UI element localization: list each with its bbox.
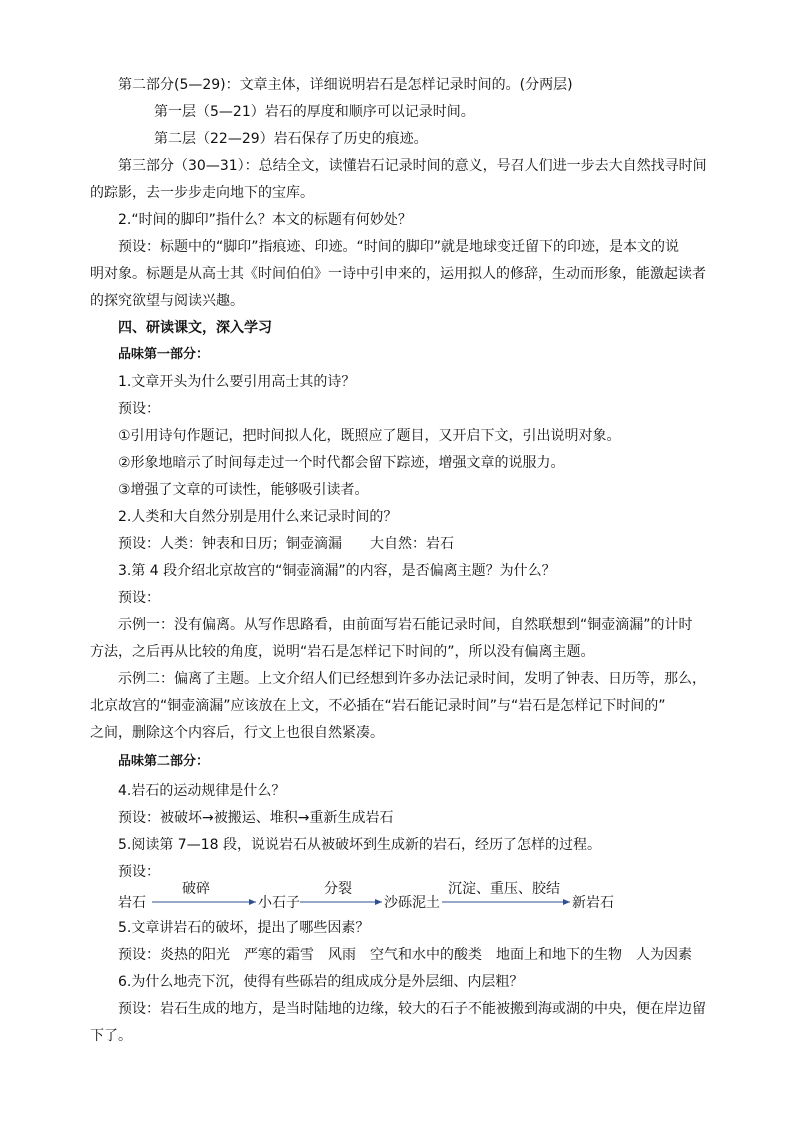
rock-process-flow: [118, 880, 638, 920]
part2-layer2: 第二层（22—29）岩石保存了历史的痕迹。: [154, 131, 428, 147]
q2-question: 2.人类和大自然分别是用什么来记录时间的？: [118, 509, 398, 525]
part3-continued: 的踪影，去一步步走向地下的宝库。: [90, 185, 314, 201]
part1-analysis-heading: 品味第一部分：: [118, 347, 210, 362]
q4-answer: 预设：被破坏→被搬运、堆积→重新生成岩石: [118, 810, 394, 826]
q1-question: 1.文章开头为什么要引用高士其的诗？: [118, 374, 356, 390]
answer-2-line1: 预设：标题中的“脚印”指痕迹、印迹。“时间的脚印”就是地球变迁留下的印迹，是本文的说: [118, 239, 680, 255]
q5-preset: 预设：: [118, 864, 160, 880]
q1-preset: 预设：: [118, 401, 160, 417]
part2-analysis-heading: 品味第二部分：: [118, 754, 210, 769]
part2-layer1: 第一层（5—21）岩石的厚度和顺序可以记录时间。: [154, 104, 475, 120]
flow-node-rock: 岩石: [118, 895, 146, 911]
part3-heading: 第三部分（30—31）：总结全文，读懂岩石记录时间的意义，号召人们进一步去大自然找寻时间: [118, 158, 707, 174]
answer-2-line3: 的探究欲望与阅读兴趣。: [90, 293, 244, 309]
q3-example2-line1: 示例二：偏离了主题。上文介绍人们已经想到许多办法记录时间，发明了钟表、日历等，那么，: [118, 671, 706, 687]
q2-answer: 预设：人类：钟表和日历；铜壶滴漏 大自然：岩石: [118, 536, 454, 552]
section-4-heading: 四、研读课文，深入学习: [118, 320, 272, 336]
q3-example2-line2: 北京故宫的“铜壶滴漏”应该放在上文，不必插在“岩石能记录时间”与“岩石是怎样记下时间的”: [90, 698, 666, 714]
flow-label-break: 破碎: [182, 881, 210, 897]
q1-point-2: ②形象地暗示了时间每走过一个时代都会留下踪迹，增强文章的说服力。: [118, 455, 565, 471]
flow-node-sediment: 沙砾泥土: [384, 895, 440, 911]
q1-point-3: ③增强了文章的可读性，能够吸引读者。: [118, 482, 369, 498]
q3-example1-line1: 示例一：没有偏离。从写作思路看，由前面写岩石能记录时间，自然联想到“铜壶滴漏”的计时: [118, 617, 693, 633]
part2-heading: 第二部分(5—29)：文章主体，详细说明岩石是怎样记录时间的。(分两层): [118, 77, 573, 93]
q6-answer-line1: 预设：岩石生成的地方，是当时陆地的边缘，较大的石子不能被搬到海或湖的中央，便在岸边留: [118, 1001, 706, 1017]
flow-node-pebble: 小石子: [258, 895, 300, 911]
q3-question: 3.第 4 段介绍北京故宫的“铜壶滴漏”的内容，是否偏离主题？为什么？: [118, 563, 556, 579]
q5b-answer: 预设：炎热的阳光 严寒的霜雪 风雨 空气和水中的酸类 地面上和地下的生物 人为因素: [118, 947, 692, 963]
q3-example1-line2: 方法，之后再从比较的角度，说明“岩石是怎样记下时间的”，所以没有偏离主题。: [90, 644, 595, 660]
q1-point-1: ①引用诗句作题记，把时间拟人化，既照应了题目，又开启下文，引出说明对象。: [118, 428, 621, 444]
q6-answer-line2: 下了。: [90, 1028, 132, 1044]
question-2-title: 2.“时间的脚印”指什么？本文的标题有何妙处？: [118, 212, 412, 228]
flow-node-new-rock: 新岩石: [572, 895, 614, 911]
answer-2-line2: 明对象。标题是从高士其《时间伯伯》一诗中引申来的，运用拟人的修辞，生动而形象，能激起读者: [90, 266, 706, 282]
q3-preset: 预设：: [118, 590, 160, 606]
flow-label-deposit: 沉淀、重压、胶结: [448, 881, 560, 897]
q6-question: 6.为什么地壳下沉，使得有些砾岩的组成成分是外层细、内层粗？: [118, 974, 524, 990]
q4-question: 4.岩石的运动规律是什么？: [118, 783, 286, 799]
q5b-question: 5.文章讲岩石的破坏，提出了哪些因素？: [118, 920, 370, 936]
q3-example2-line3: 之间，删除这个内容后，行文上也很自然紧凑。: [90, 725, 384, 741]
q5-question: 5.阅读第 7—18 段，说说岩石从被破坏到生成新的岩石，经历了怎样的过程。: [118, 837, 601, 853]
flow-label-split: 分裂: [324, 881, 352, 897]
